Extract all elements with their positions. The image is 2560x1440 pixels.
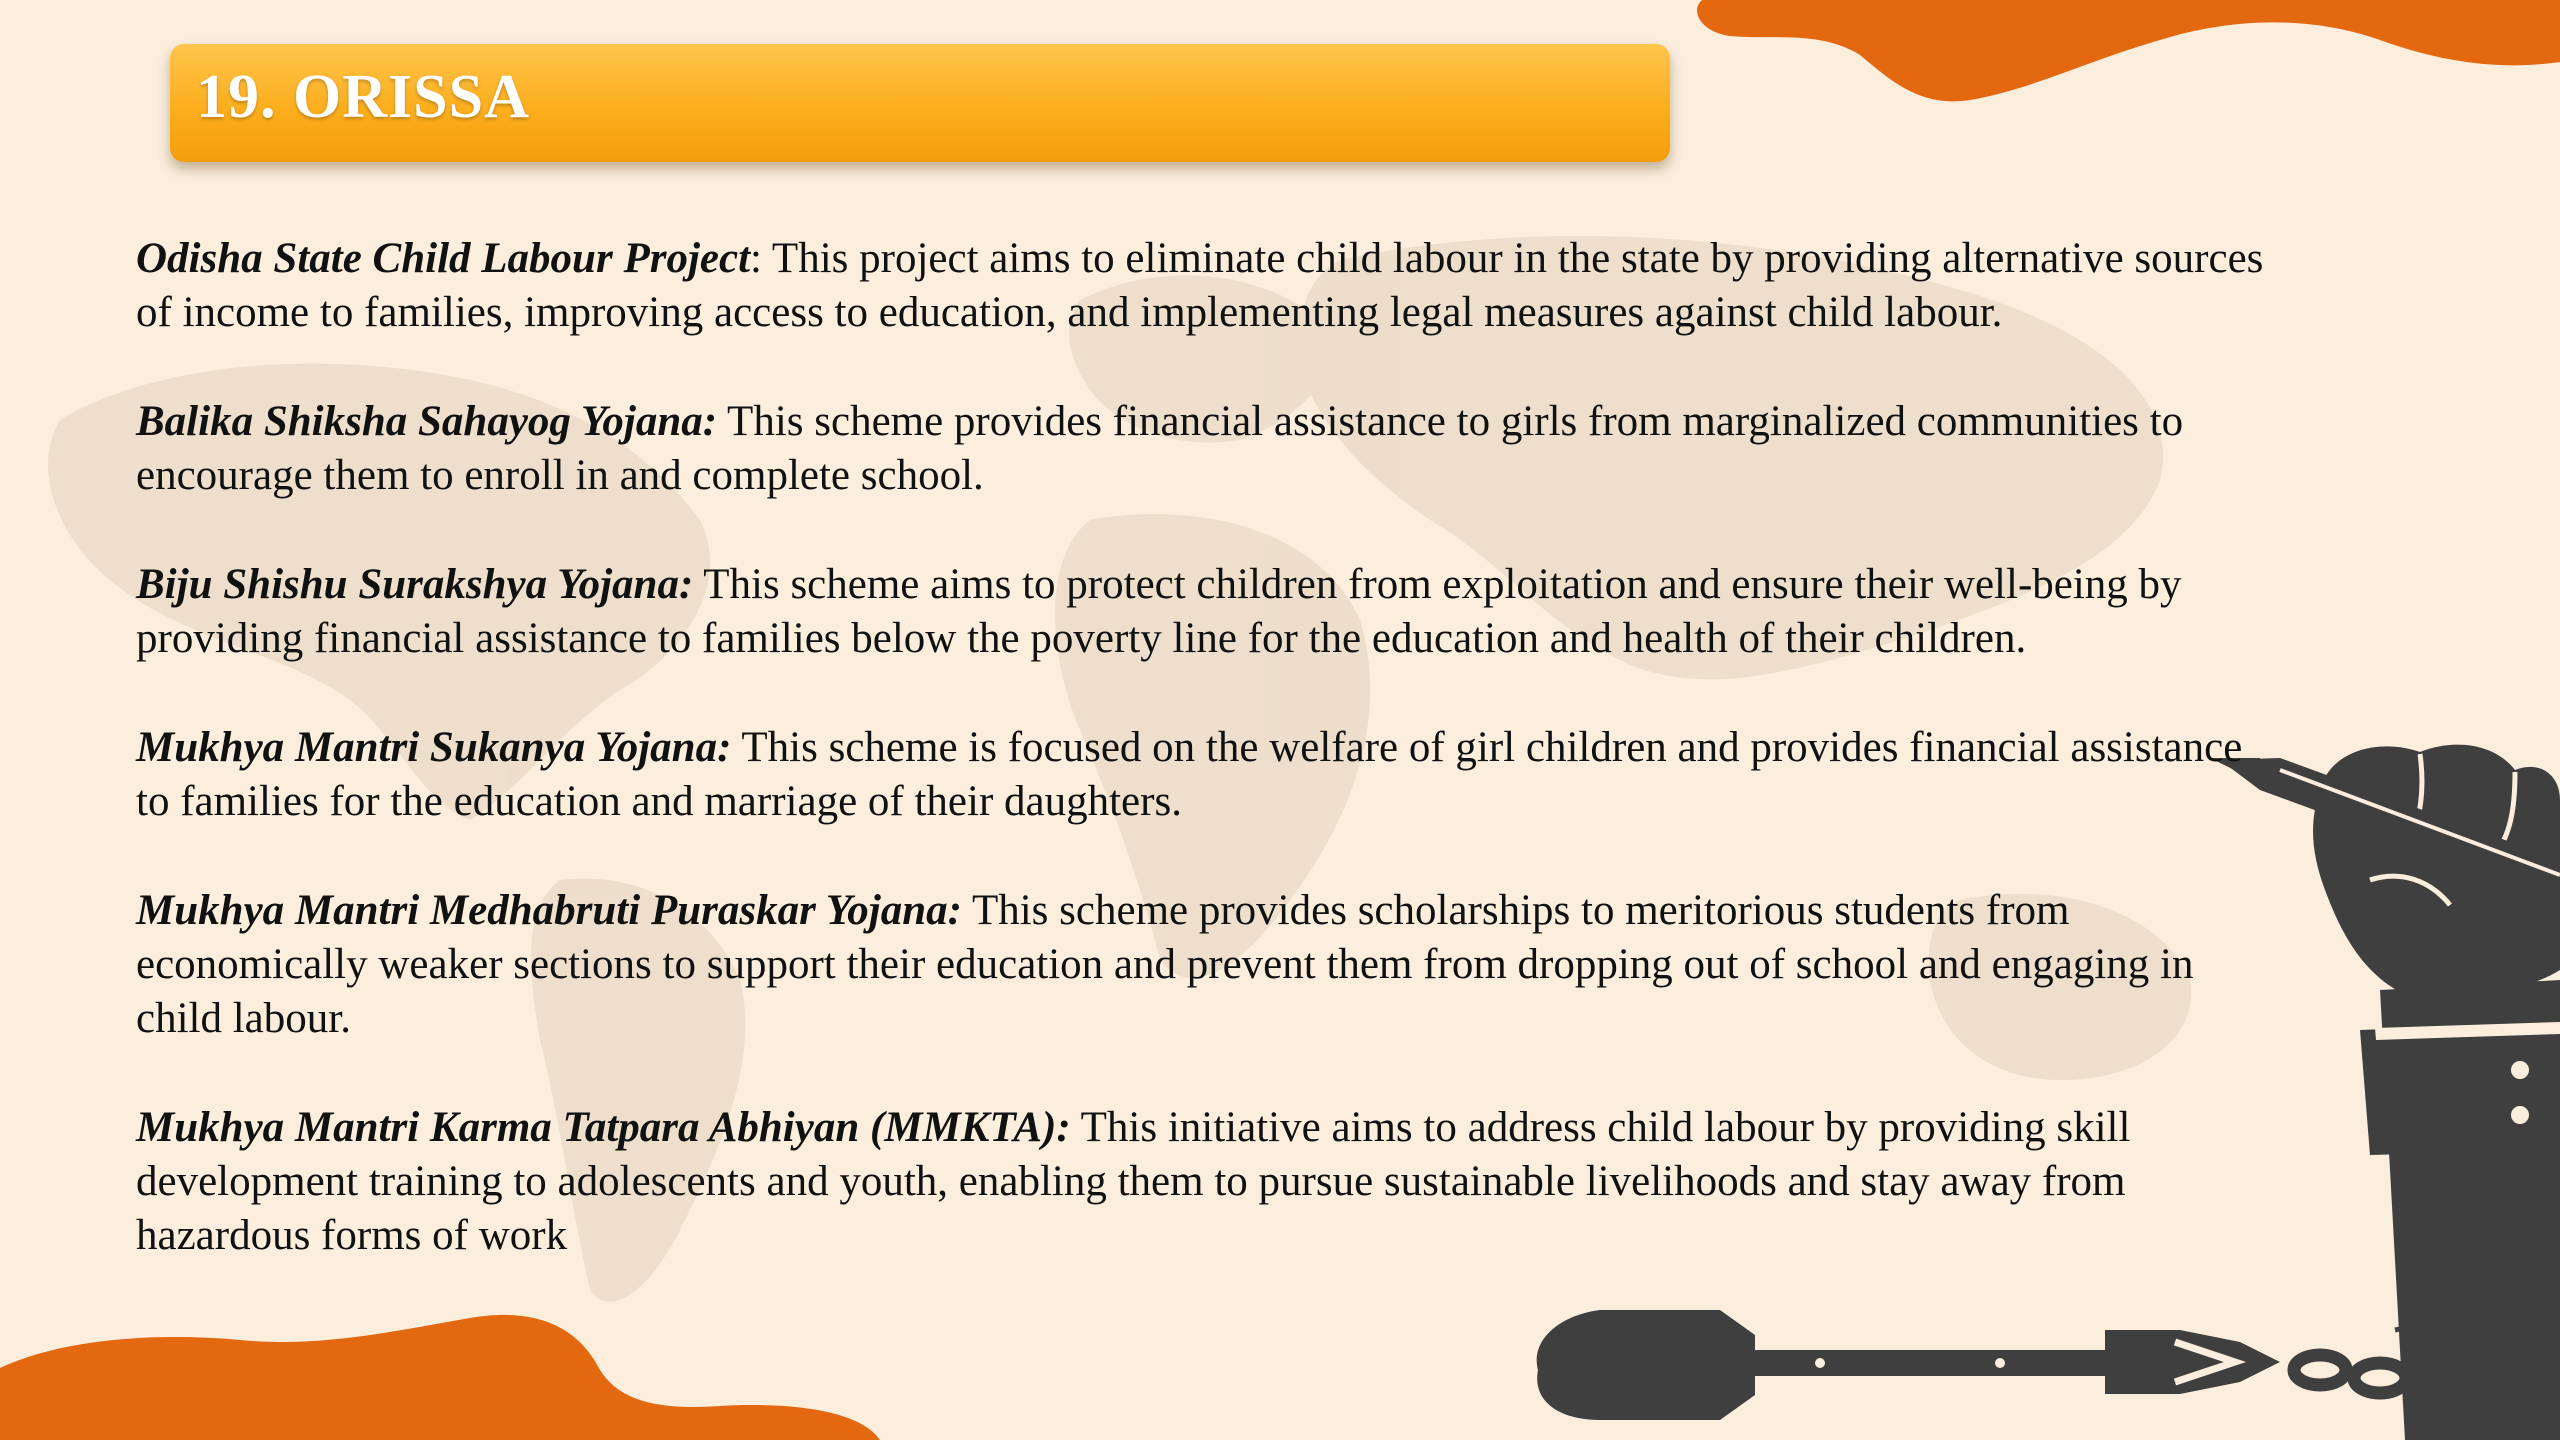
scheme-description: This scheme is focused on the welfare of girl children and provides financial assistance to families for the education and marriage of their daughters.: [136, 724, 2243, 825]
scheme-name: Odisha State Child Labour Project: [136, 235, 751, 282]
scheme-name: Biju Shishu Surakshya Yojana:: [136, 561, 694, 608]
scheme-item: [136, 558, 2266, 666]
shackle-cuff: [2360, 1022, 2560, 1155]
scheme-name: Balika Shiksha Sahayog Yojana:: [136, 398, 718, 445]
scheme-name: Mukhya Mantri Karma Tatpara Abhiyan (MMKTA):: [136, 1104, 1071, 1151]
scheme-name: Mukhya Mantri Sukanya Yojana:: [136, 724, 732, 771]
scheme-item: [136, 884, 2266, 1046]
shovel-icon: [1537, 1310, 2280, 1420]
scheme-item: [136, 721, 2266, 829]
scheme-description: This initiative aims to address child labour by providing skill development training to adolescents and youth, enabling them to pursue sustainable livelihoods and stay away from hazardous forms of work: [136, 1104, 2131, 1259]
orange-blob-top-right: [1690, 0, 2560, 120]
scheme-item: [136, 395, 2266, 503]
slide-title: 19. ORISSA: [196, 63, 530, 131]
scheme-description: This scheme provides scholarships to meritorious students from economically weaker sections to support their education and prevent them from dropping out of school and engaging in child labour.: [136, 887, 2194, 1042]
scheme-item: [136, 1101, 2266, 1263]
scheme-name: Mukhya Mantri Medhabruti Puraskar Yojana:: [136, 887, 962, 934]
scheme-description: This scheme provides financial assistance to girls from marginalized communities to encourage them to enroll in and complete school.: [136, 398, 2184, 499]
scheme-description: This scheme aims to protect children from exploitation and ensure their well-being by providing financial assistance to families below the poverty line for the education and health of their children.: [136, 561, 2182, 662]
scheme-description: : This project aims to eliminate child labour in the state by providing alternative sources of income to families, improving access to education, and implementing legal measures against child labour.: [136, 235, 2264, 336]
scheme-list: [136, 232, 2266, 1318]
scheme-item: [136, 232, 2266, 340]
title-bar: [170, 44, 1670, 162]
orange-blob-bottom-left: [0, 1310, 890, 1440]
